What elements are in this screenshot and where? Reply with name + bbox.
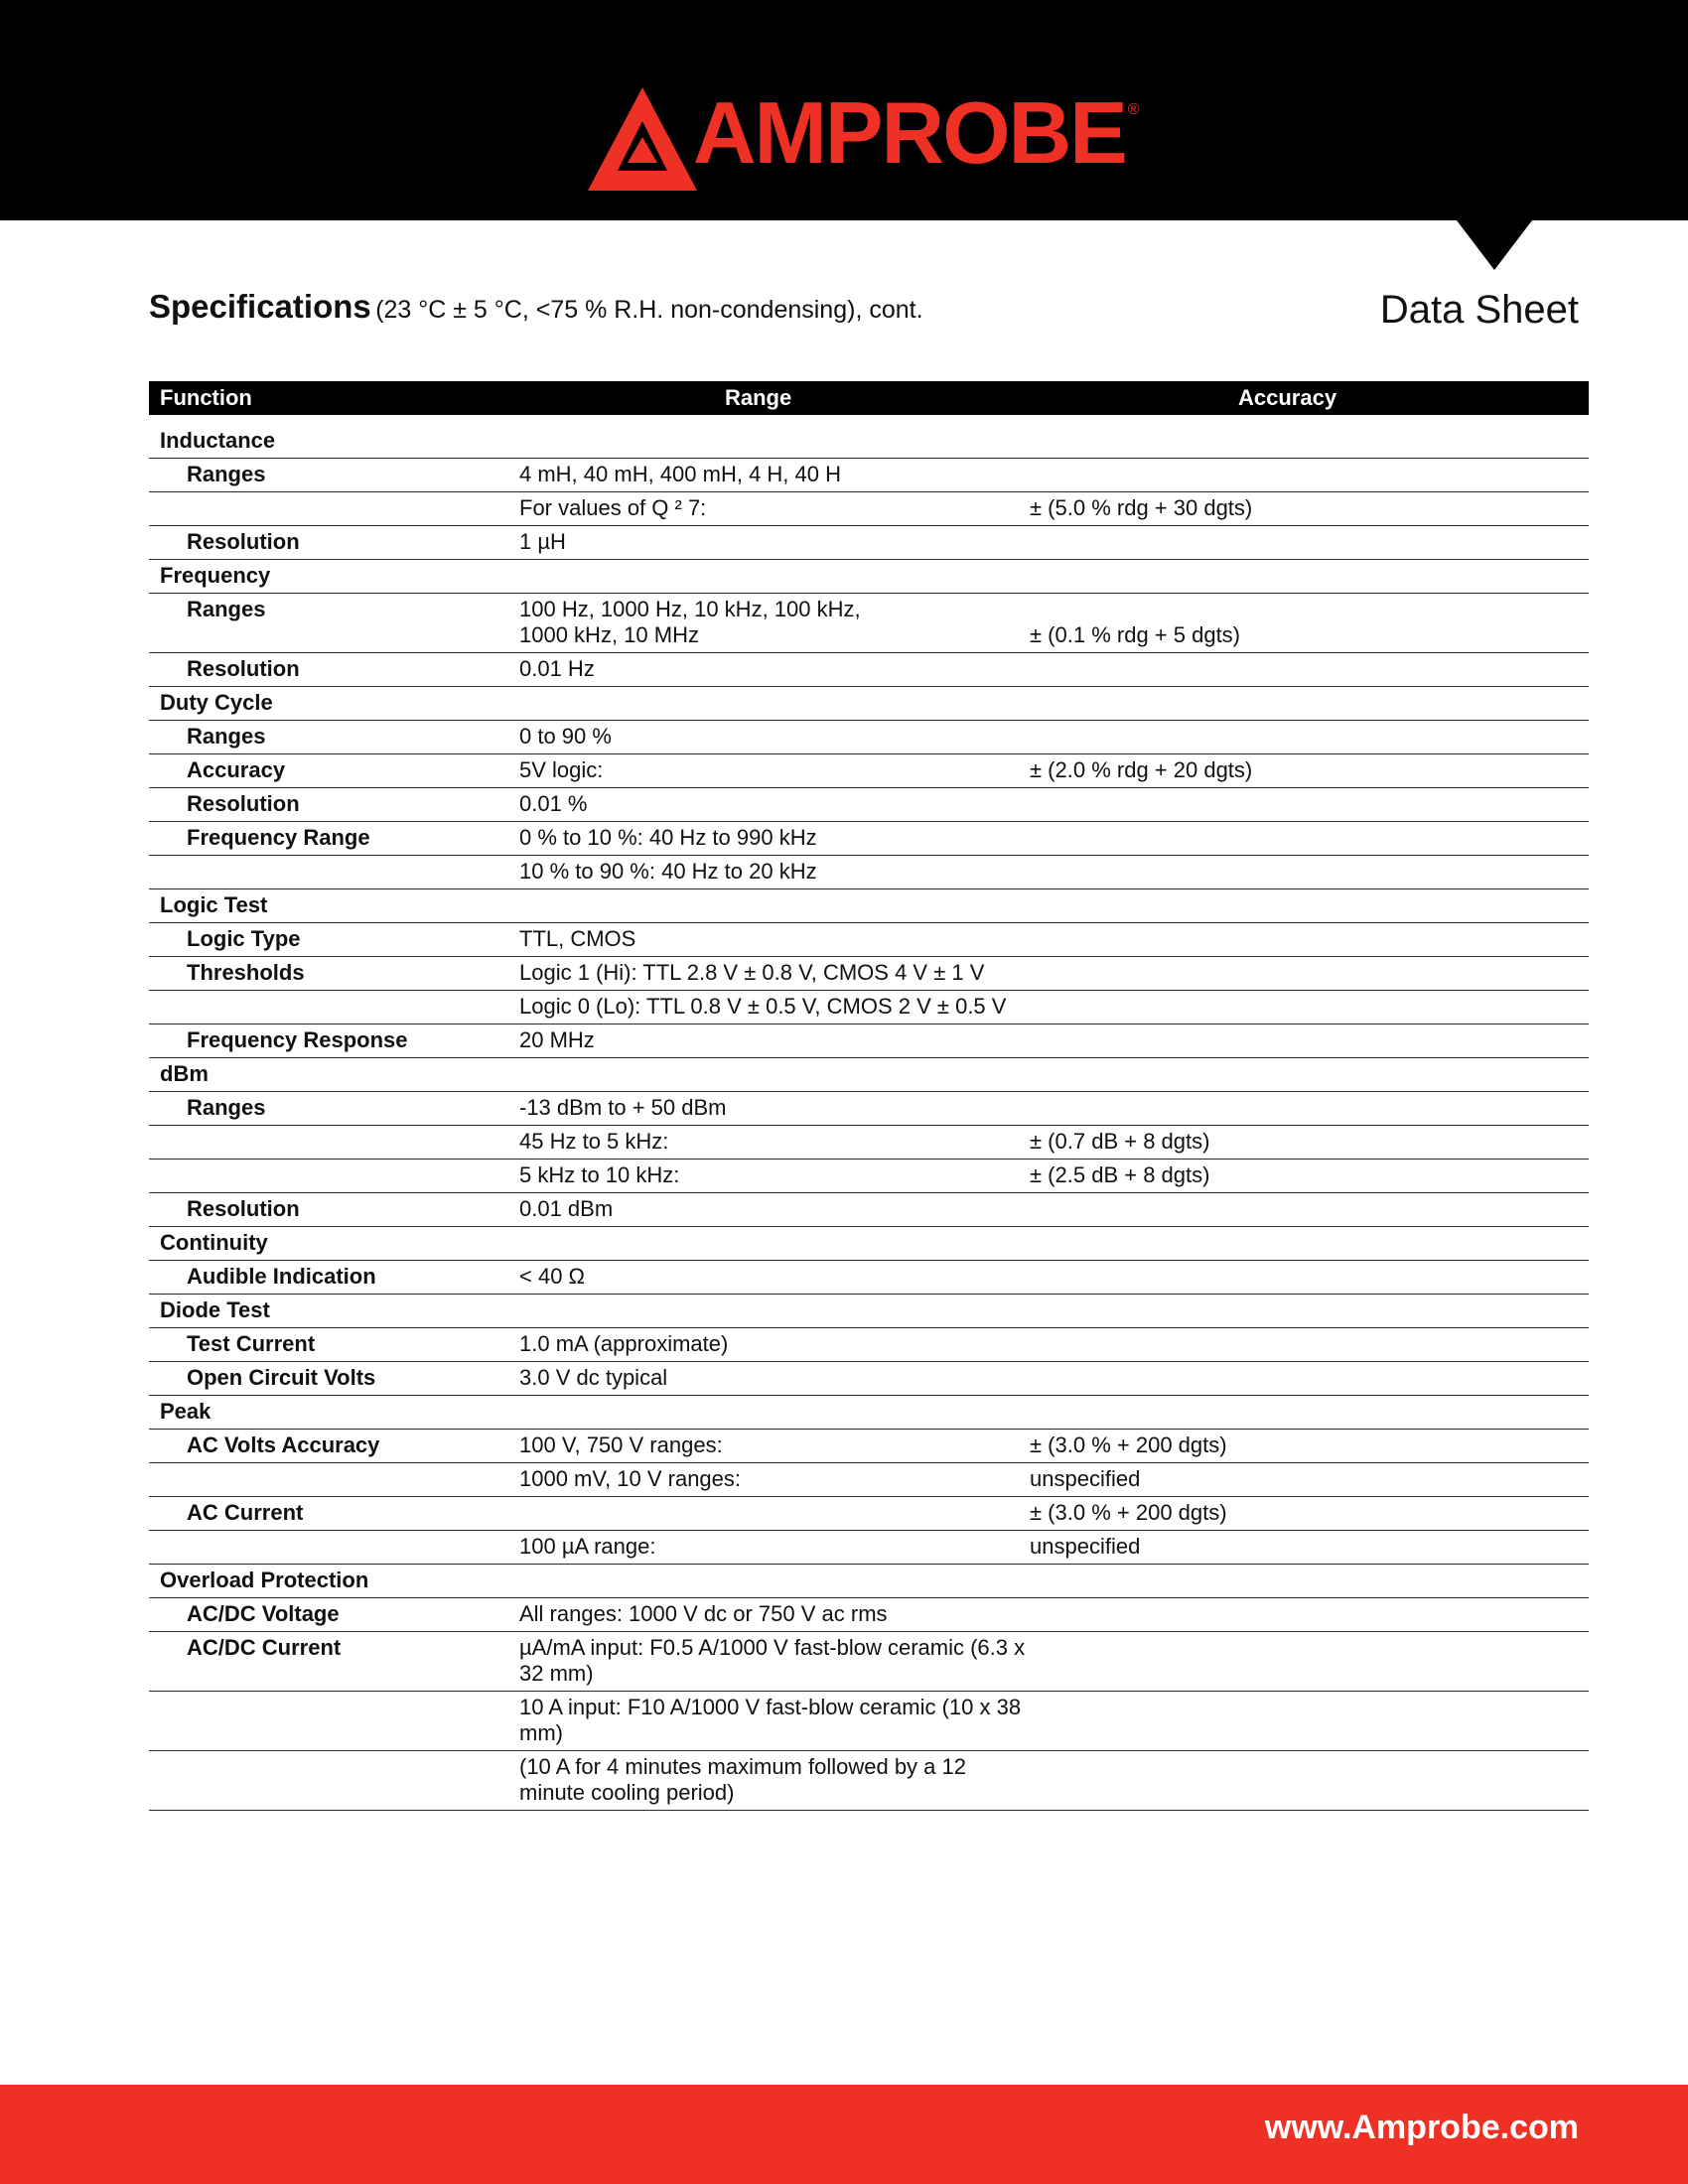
accuracy-value	[1030, 653, 1589, 687]
parameter-label: AC Current	[149, 1497, 519, 1531]
table-row	[149, 991, 1589, 1024]
range-value: For values of Q ² 7:	[519, 492, 1030, 526]
logo-wordmark: AMPROBE	[693, 83, 1126, 182]
accuracy-value: unspecified	[1030, 1463, 1589, 1497]
range-value: Logic 1 (Hi): TTL 2.8 V ± 0.8 V, CMOS 4 V ± 1 V	[519, 957, 1030, 991]
range-value: TTL, CMOS	[519, 923, 1030, 957]
table-row	[149, 1598, 1589, 1632]
accuracy-value: ± (0.7 dB + 8 dgts)	[1030, 1126, 1589, 1160]
range-value: 3.0 V dc typical	[519, 1362, 1030, 1396]
section-heading: Diode Test	[149, 1295, 519, 1328]
table-row	[149, 1396, 1589, 1430]
parameter-label: Ranges	[149, 721, 519, 754]
accuracy-value	[1030, 1227, 1589, 1261]
accuracy-value	[1030, 560, 1589, 594]
table-row	[149, 1193, 1589, 1227]
parameter-label: Ranges	[149, 1092, 519, 1126]
table-row	[149, 856, 1589, 889]
accuracy-value	[1030, 1328, 1589, 1362]
parameter-label: Resolution	[149, 653, 519, 687]
range-value	[519, 425, 1030, 459]
table-row	[149, 687, 1589, 721]
range-value: 4 mH, 40 mH, 400 mH, 4 H, 40 H	[519, 459, 1030, 492]
parameter-label: Frequency Response	[149, 1024, 519, 1058]
accuracy-value	[1030, 1751, 1589, 1811]
range-value: 0.01 Hz	[519, 653, 1030, 687]
table-row	[149, 1261, 1589, 1295]
specifications-table	[149, 381, 1589, 1811]
parameter-label: Audible Indication	[149, 1261, 519, 1295]
accuracy-value: ± (2.0 % rdg + 20 dgts)	[1030, 754, 1589, 788]
header-notch	[1457, 220, 1532, 270]
accuracy-value	[1030, 1598, 1589, 1632]
table-row	[149, 1531, 1589, 1565]
table-row	[149, 1751, 1589, 1811]
range-value: 0 % to 10 %: 40 Hz to 990 kHz	[519, 822, 1030, 856]
range-value: 100 V, 750 V ranges:	[519, 1430, 1030, 1463]
table-row	[149, 754, 1589, 788]
test-conditions: (23 °C ± 5 °C, <75 % R.H. non-condensing), cont.	[375, 296, 923, 324]
range-value: 1.0 mA (approximate)	[519, 1328, 1030, 1362]
table-row	[149, 1463, 1589, 1497]
parameter-label	[149, 991, 519, 1024]
table-row	[149, 492, 1589, 526]
section-heading: dBm	[149, 1058, 519, 1092]
range-value	[519, 1058, 1030, 1092]
range-value: < 40 Ω	[519, 1261, 1030, 1295]
range-value	[519, 889, 1030, 923]
parameter-label: Ranges	[149, 594, 519, 653]
header-band	[0, 0, 1688, 220]
column-header-range: Range	[519, 381, 1030, 415]
table-row	[149, 1565, 1589, 1598]
table-row	[149, 923, 1589, 957]
range-value: 0.01 dBm	[519, 1193, 1030, 1227]
accuracy-value	[1030, 687, 1589, 721]
accuracy-value	[1030, 957, 1589, 991]
range-value	[519, 1497, 1030, 1531]
accuracy-value: ± (5.0 % rdg + 30 dgts)	[1030, 492, 1589, 526]
accuracy-value: ± (2.5 dB + 8 dgts)	[1030, 1160, 1589, 1193]
table-row	[149, 653, 1589, 687]
parameter-label: Resolution	[149, 1193, 519, 1227]
table-row	[149, 1328, 1589, 1362]
section-heading: Overload Protection	[149, 1565, 519, 1598]
accuracy-value	[1030, 425, 1589, 459]
accuracy-value	[1030, 1396, 1589, 1430]
title-row	[149, 288, 1579, 334]
table-row	[149, 1430, 1589, 1463]
table-row	[149, 1227, 1589, 1261]
parameter-label: Open Circuit Volts	[149, 1362, 519, 1396]
page-title: Specifications	[149, 288, 371, 325]
accuracy-value	[1030, 822, 1589, 856]
registered-mark: ®	[1127, 101, 1140, 118]
accuracy-value: ± (3.0 % + 200 dgts)	[1030, 1430, 1589, 1463]
accuracy-value: unspecified	[1030, 1531, 1589, 1565]
range-value	[519, 1396, 1030, 1430]
accuracy-value	[1030, 991, 1589, 1024]
accuracy-value	[1030, 788, 1589, 822]
table-row	[149, 526, 1589, 560]
range-value	[519, 1227, 1030, 1261]
table-row	[149, 1692, 1589, 1751]
table-row	[149, 1126, 1589, 1160]
range-value	[519, 560, 1030, 594]
parameter-label	[149, 1692, 519, 1751]
table-row	[149, 459, 1589, 492]
range-value: 10 % to 90 %: 40 Hz to 20 kHz	[519, 856, 1030, 889]
accuracy-value	[1030, 1295, 1589, 1328]
section-heading: Frequency	[149, 560, 519, 594]
range-value: 10 A input: F10 A/1000 V fast-blow ceramic (10 x 38 mm)	[519, 1692, 1030, 1751]
accuracy-value	[1030, 1024, 1589, 1058]
table-header-row	[149, 381, 1589, 415]
range-value	[519, 687, 1030, 721]
doc-type-label: Data Sheet	[1379, 288, 1579, 332]
accuracy-value: ± (3.0 % + 200 dgts)	[1030, 1497, 1589, 1531]
table-row	[149, 1497, 1589, 1531]
footer-band	[0, 2085, 1688, 2184]
parameter-label: Logic Type	[149, 923, 519, 957]
parameter-label: AC Volts Accuracy	[149, 1430, 519, 1463]
range-value: -13 dBm to + 50 dBm	[519, 1092, 1030, 1126]
table-row	[149, 957, 1589, 991]
parameter-label: Ranges	[149, 459, 519, 492]
parameter-label: Resolution	[149, 526, 519, 560]
range-value: 45 Hz to 5 kHz:	[519, 1126, 1030, 1160]
table-row	[149, 822, 1589, 856]
parameter-label	[149, 1463, 519, 1497]
range-value: 1 µH	[519, 526, 1030, 560]
table-row	[149, 1632, 1589, 1692]
section-heading: Inductance	[149, 425, 519, 459]
range-value: 0.01 %	[519, 788, 1030, 822]
column-header-accuracy: Accuracy	[1030, 381, 1589, 415]
table-row	[149, 1362, 1589, 1396]
table-row	[149, 425, 1589, 459]
range-value: 20 MHz	[519, 1024, 1030, 1058]
table-spacer	[149, 415, 1589, 425]
table-body	[149, 415, 1589, 1811]
parameter-label: AC/DC Voltage	[149, 1598, 519, 1632]
table-row	[149, 721, 1589, 754]
parameter-label	[149, 856, 519, 889]
accuracy-value	[1030, 1058, 1589, 1092]
parameter-label: Frequency Range	[149, 822, 519, 856]
range-value	[519, 1295, 1030, 1328]
section-heading: Duty Cycle	[149, 687, 519, 721]
range-value: 5 kHz to 10 kHz:	[519, 1160, 1030, 1193]
parameter-label	[149, 1531, 519, 1565]
table-row	[149, 1092, 1589, 1126]
section-heading: Logic Test	[149, 889, 519, 923]
accuracy-value	[1030, 1565, 1589, 1598]
parameter-label: Accuracy	[149, 754, 519, 788]
table-row	[149, 594, 1589, 653]
accuracy-value	[1030, 1193, 1589, 1227]
accuracy-value	[1030, 889, 1589, 923]
accuracy-value	[1030, 459, 1589, 492]
range-value: 1000 mV, 10 V ranges:	[519, 1463, 1030, 1497]
parameter-label: Test Current	[149, 1328, 519, 1362]
parameter-label	[149, 1126, 519, 1160]
range-value: 100 Hz, 1000 Hz, 10 kHz, 100 kHz, 1000 kHz, 10 MHz	[519, 594, 1030, 653]
parameter-label: Resolution	[149, 788, 519, 822]
amprobe-triangle-icon	[588, 87, 697, 191]
range-value: µA/mA input: F0.5 A/1000 V fast-blow ceramic (6.3 x 32 mm)	[519, 1632, 1030, 1692]
accuracy-value: ± (0.1 % rdg + 5 dgts)	[1030, 594, 1589, 653]
accuracy-value	[1030, 856, 1589, 889]
parameter-label	[149, 1751, 519, 1811]
table-row	[149, 889, 1589, 923]
parameter-label: AC/DC Current	[149, 1632, 519, 1692]
column-header-function: Function	[149, 381, 519, 415]
accuracy-value	[1030, 526, 1589, 560]
accuracy-value	[1030, 1692, 1589, 1751]
table-row	[149, 1160, 1589, 1193]
table-row	[149, 788, 1589, 822]
section-heading: Continuity	[149, 1227, 519, 1261]
accuracy-value	[1030, 1632, 1589, 1692]
accuracy-value	[1030, 923, 1589, 957]
range-value: 5V logic:	[519, 754, 1030, 788]
section-heading: Peak	[149, 1396, 519, 1430]
table-row	[149, 560, 1589, 594]
parameter-label	[149, 492, 519, 526]
accuracy-value	[1030, 721, 1589, 754]
parameter-label: Thresholds	[149, 957, 519, 991]
range-value	[519, 1565, 1030, 1598]
website-url[interactable]: www.Amprobe.com	[1264, 2109, 1579, 2146]
amprobe-logo	[588, 81, 1140, 191]
range-value: Logic 0 (Lo): TTL 0.8 V ± 0.5 V, CMOS 2 V ± 0.5 V	[519, 991, 1030, 1024]
parameter-label	[149, 1160, 519, 1193]
table-row	[149, 1295, 1589, 1328]
range-value: 100 µA range:	[519, 1531, 1030, 1565]
range-value: All ranges: 1000 V dc or 750 V ac rms	[519, 1598, 1030, 1632]
accuracy-value	[1030, 1261, 1589, 1295]
accuracy-value	[1030, 1362, 1589, 1396]
range-value: 0 to 90 %	[519, 721, 1030, 754]
table-row	[149, 1058, 1589, 1092]
range-value: (10 A for 4 minutes maximum followed by a 12 minute cooling period)	[519, 1751, 1030, 1811]
accuracy-value	[1030, 1092, 1589, 1126]
table-row	[149, 1024, 1589, 1058]
